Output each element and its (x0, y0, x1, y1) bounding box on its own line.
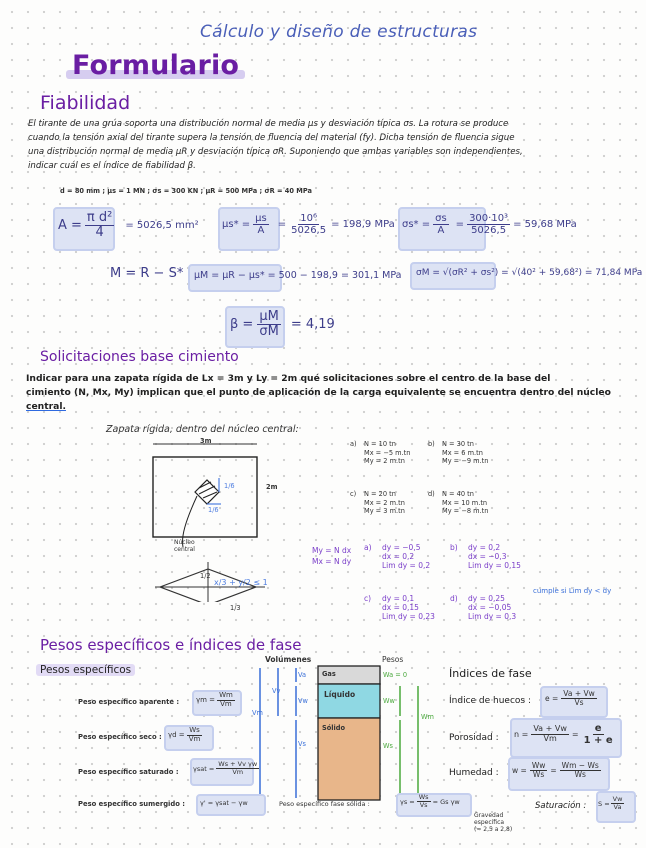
solida-den: Vs (419, 801, 428, 810)
sigs-num: σs (435, 213, 447, 224)
result-c (364, 594, 435, 621)
sumergido-formula: γ' = γsat − γw (200, 799, 248, 807)
result-b-line-2: dx = −0,3 (468, 552, 507, 561)
porosidad-den-2: 1 + e (583, 735, 613, 746)
area-num: π d² (86, 210, 113, 225)
huecos-num: Va + Vw (563, 689, 595, 698)
beta-den: σM (259, 324, 279, 340)
pesos-heading: Pesos específicos e índices de fase (40, 636, 302, 654)
sigs-fraction-2 (467, 213, 510, 236)
case-a-line-2: Mx = −5 m.tn (364, 448, 411, 457)
seco-fraction (187, 727, 203, 743)
result-d (450, 594, 516, 621)
moment-relations (312, 545, 351, 567)
sigs-den-2: 5026,5 (471, 225, 507, 236)
result-a-line-2: dx = 0,2 (382, 552, 415, 561)
result-b-line-1: dy = 0,2 (468, 543, 501, 552)
area-formula (58, 211, 199, 241)
vs-label: Vs (298, 740, 306, 748)
case-d-label: d) (428, 490, 435, 498)
area-result: = 5026,5 mm² (125, 220, 199, 232)
mus-lhs: μs* = (222, 219, 251, 230)
mus-fraction-2 (289, 213, 328, 236)
volumenes-label: Volúmenes (265, 655, 312, 664)
case-c (350, 490, 405, 516)
sigs-fraction (433, 213, 449, 236)
sigs-den: A (437, 225, 445, 236)
pesos-subheading: Pesos específicos (36, 664, 135, 676)
huecos-formula (545, 690, 597, 708)
case-c-label: c) (350, 490, 357, 498)
beta-num: μM (259, 309, 279, 324)
diamond-equation: x/3 + y/2 ≤ 1 (214, 578, 268, 587)
saturado-fraction (216, 761, 259, 776)
diamond-bottom-label: 1/3 (230, 604, 241, 612)
va-label: Va (298, 671, 307, 679)
page-subtitle: Formulario (72, 50, 240, 81)
dim-y-label: 2m (266, 483, 278, 491)
fiabilidad-data: d = 80 mm ; μs = 1 MN ; σs = 300 KN ; μR = 500 MPa ; σR = 40 MPa (60, 187, 312, 195)
frac-x-label: 1/6 (224, 482, 235, 490)
aparente-label: Peso específico aparente : (78, 698, 180, 706)
area-lhs: A = (58, 218, 82, 234)
aparente-den: Vm (220, 699, 232, 708)
solicitaciones-statement (26, 372, 630, 414)
case-b-line-3: My = −9 m.tn (442, 457, 489, 465)
result-a-line-3: Lim dy = 0,2 (382, 561, 431, 570)
saturacion-eq: S = (598, 799, 610, 808)
seco-formula (168, 727, 202, 743)
solida-num: Ws (418, 793, 429, 801)
humedad-num: Ww (531, 761, 546, 770)
solida-row (279, 800, 370, 808)
result-d-line-1: dy = 0,25 (468, 594, 505, 603)
result-c-line-3: Lim dy = 0,23 (382, 612, 435, 621)
indices-heading: Índices de fase (449, 667, 532, 680)
saturacion-label: Saturación : (535, 801, 587, 811)
humedad-num-2: Wm − Ws (561, 761, 599, 770)
seco-num: Ws (189, 726, 200, 734)
beta-formula (230, 310, 335, 340)
ww-label: Ww (383, 697, 395, 705)
solicitaciones-line-2: cimiento (N, Mx, My) implican que el punto de aplicación de la carga equivalente se encuentra dentro del núcleo (26, 387, 611, 398)
diamond-left-label: 1/2 (200, 572, 211, 580)
mus-den: A (257, 225, 265, 236)
solida-eq: γs = (400, 797, 415, 806)
vw-label: Vw (298, 697, 308, 705)
mum-equation: μM = μR − μs* = 500 − 198,9 = 301,1 MPa (194, 270, 402, 281)
solida-formula (400, 794, 460, 809)
case-b (428, 440, 488, 466)
seco-eq: γd = (168, 731, 185, 740)
case-d-line-3: My = −8 m.tn (442, 507, 489, 515)
case-c-line-2: Mx = 2 m.tn (364, 498, 405, 507)
case-b-line-2: Mx = 6 m.tn (442, 448, 483, 457)
case-a-line-1: N = 10 tn (364, 440, 396, 448)
result-d-line-3: Lim dy = 0,3 (468, 612, 517, 621)
porosidad-num-2: e (594, 723, 602, 734)
result-b-line-3: Lim dy = 0,15 (468, 561, 521, 570)
sigs-num-2: 300·10³ (469, 213, 509, 224)
frac-y-label: 1/6 (208, 506, 219, 514)
porosidad-label: Porosidad : (449, 733, 499, 743)
ws-label: Ws (383, 742, 393, 750)
case-d (428, 490, 488, 516)
saturacion-num: Vw (612, 795, 623, 803)
fiabilidad-line-1: El tirante de una grúa soporta una distribución normal de media μs y desviación típica σs. La rotura se produce (28, 119, 509, 129)
aparente-eq: γm = (196, 696, 216, 705)
result-c-label: c) (364, 594, 372, 603)
humedad-eq: w = (512, 766, 527, 776)
saturacion-den: Va (613, 803, 622, 812)
cumple-note: cumple si Lim dy < dy (533, 587, 612, 595)
m-equation: M = R − S* (110, 266, 184, 281)
result-d-line-2: dx = −0,05 (468, 603, 512, 612)
solicitaciones-line-1: Indicar para una zapata rígida de Lx = 3m y Ly = 2m qué solicitaciones sobre el centro de la base del (26, 373, 551, 384)
dim-x-label: 3m (200, 437, 212, 445)
mus-fraction (253, 213, 269, 236)
pesos-col-label: Pesos (382, 655, 404, 664)
gravedad-note (474, 812, 512, 833)
zapata-subheading: Zapata rígida, dentro del núcleo central: (106, 424, 299, 435)
porosidad-den: Vm (543, 734, 557, 743)
solida-fraction (417, 794, 431, 809)
seco-label: Peso específico seco : (78, 733, 162, 741)
solicitaciones-line-3: central. (26, 401, 66, 412)
saturado-formula (193, 761, 259, 776)
vv-label: Vv (272, 687, 281, 695)
porosidad-num: Va + Vw (533, 724, 567, 734)
nucleo-label-1: Núcleo (174, 539, 195, 546)
result-b (450, 543, 521, 570)
fiabilidad-heading: Fiabilidad (40, 92, 131, 114)
gas-label: Gas (322, 670, 336, 678)
sumergido-row (78, 800, 185, 808)
result-a-line-1: dy = −0,5 (382, 543, 421, 552)
saturacion-fraction (611, 796, 625, 811)
mus-num-2: 10⁶ (300, 213, 317, 224)
case-b-label: b) (428, 440, 435, 448)
area-den: 4 (95, 225, 104, 241)
result-d-label: d) (450, 594, 458, 603)
area-fraction (85, 211, 114, 241)
huecos-den: Vs (574, 698, 584, 708)
fiabilidad-statement (28, 117, 628, 173)
mus-result: = 198,9 MPa (331, 219, 395, 230)
gravedad-line-2: específica (474, 819, 505, 826)
humedad-fraction (530, 762, 548, 780)
result-a (364, 543, 430, 570)
aparente-num: Wm (219, 691, 233, 699)
result-b-label: b) (450, 543, 458, 552)
aparente-formula (196, 692, 235, 708)
humedad-den-2: Ws (574, 770, 586, 780)
saturado-row (78, 768, 179, 776)
nucleo-label (174, 539, 195, 553)
vm-label: Vm (252, 709, 263, 717)
case-a-label: a) (350, 440, 357, 448)
seco-row (78, 733, 162, 741)
aparente-fraction (217, 692, 235, 708)
mus-formula: μs* = $\frac{\mu s}{A}$ = $\frac{\text{10⁶}}{5026,5}$ = 198,9 MPa (222, 213, 395, 236)
beta-result: = 4,19 (290, 317, 335, 333)
porosidad-fraction (531, 725, 569, 744)
case-b-line-1: N = 30 tn (442, 440, 474, 448)
humedad-formula: w = $\frac{Ww}{Ws}$ = $\frac{Wm - Ws}{Ws}$ (512, 761, 599, 780)
case-a-line-3: My = 2 m.tn (364, 457, 405, 465)
case-c-line-3: My = 3 m.tn (364, 507, 405, 515)
page-title: Cálculo y diseño de estructuras (200, 22, 478, 42)
sigs-formula: σs* = $\frac{\sigma s}{A}$ = $\frac{\text{300·10³}}{5026,5}$ = 59,68 MPa (402, 213, 577, 236)
case-a (350, 440, 410, 466)
saturado-den: Vm (232, 768, 244, 777)
humedad-den: Ws (532, 770, 545, 780)
solido-label: Sólido (322, 724, 346, 732)
beta-fraction (257, 310, 281, 340)
sigs-lhs: σs* = (402, 219, 431, 230)
my-relation: My = N dx (312, 546, 352, 555)
humedad-fraction-2 (560, 762, 601, 780)
seco-den: Vm (188, 734, 201, 743)
saturado-num: Ws + Vv γw (218, 760, 258, 768)
case-d-line-1: N = 40 tn (442, 490, 474, 498)
case-d-line-2: Mx = 10 m.tn (442, 498, 488, 507)
aparente-row (78, 698, 179, 706)
sigm-equation: σM = √(σR² + σs²) = √(40² + 59,68²) = 71,84 MPa (416, 268, 643, 278)
porosidad-formula: n = $\frac{Va + Vw}{Vm}$ = $\frac{e}{1 + e}$ (514, 723, 613, 746)
nucleo-label-2: central (174, 546, 195, 553)
saturacion-formula (598, 796, 624, 811)
result-a-label: a) (364, 543, 372, 552)
beta-lhs: β = (230, 317, 254, 333)
saturado-eq: γsat = (193, 764, 215, 773)
solida-tail: = Gs γw (432, 797, 460, 806)
huecos-fraction (561, 690, 596, 708)
solicitaciones-heading: Solicitaciones base cimiento (40, 349, 239, 365)
gravedad-line-3: (≈ 2,5 a 2,8) (474, 826, 513, 833)
result-c-line-1: dy = 0,1 (382, 594, 415, 603)
humedad-label: Humedad : (449, 768, 499, 778)
gravedad-line-1: Gravedad (474, 812, 504, 819)
case-c-line-1: N = 20 tn (364, 490, 396, 498)
fiabilidad-line-3: una distribución normal de media μR y desviación típica σR. Suponiendo que ambas variables son independientes, (28, 147, 523, 157)
solida-label: Peso específico fase sólida : (279, 800, 370, 808)
result-c-line-2: dx = 0,15 (382, 603, 419, 612)
sigs-result: = 59,68 MPa (513, 219, 577, 230)
huecos-eq: e = (545, 694, 559, 704)
porosidad-fraction-2 (582, 723, 615, 746)
huecos-label: Índice de huecos : (449, 696, 532, 706)
mus-den-2: 5026,5 (291, 225, 327, 236)
porosidad-eq: n = (514, 730, 529, 739)
fiabilidad-line-4: indicar cuál es el índice de fiabilidad β. (28, 161, 196, 171)
fiabilidad-line-2: cuando la tensión axial del tirante supera la tensión de fluencia del material (fy). Dicha tensión de fluencia sigue (28, 133, 515, 143)
wa-label: Wa = 0 (383, 671, 408, 679)
wm-label: Wm (421, 713, 434, 721)
mus-num: μs (255, 213, 267, 224)
saturado-label: Peso específico saturado : (78, 768, 179, 776)
sumergido-label: Peso específico sumergido : (78, 800, 186, 808)
mx-relation: Mx = N dy (312, 557, 352, 566)
liquido-label: Líquido (324, 690, 356, 699)
